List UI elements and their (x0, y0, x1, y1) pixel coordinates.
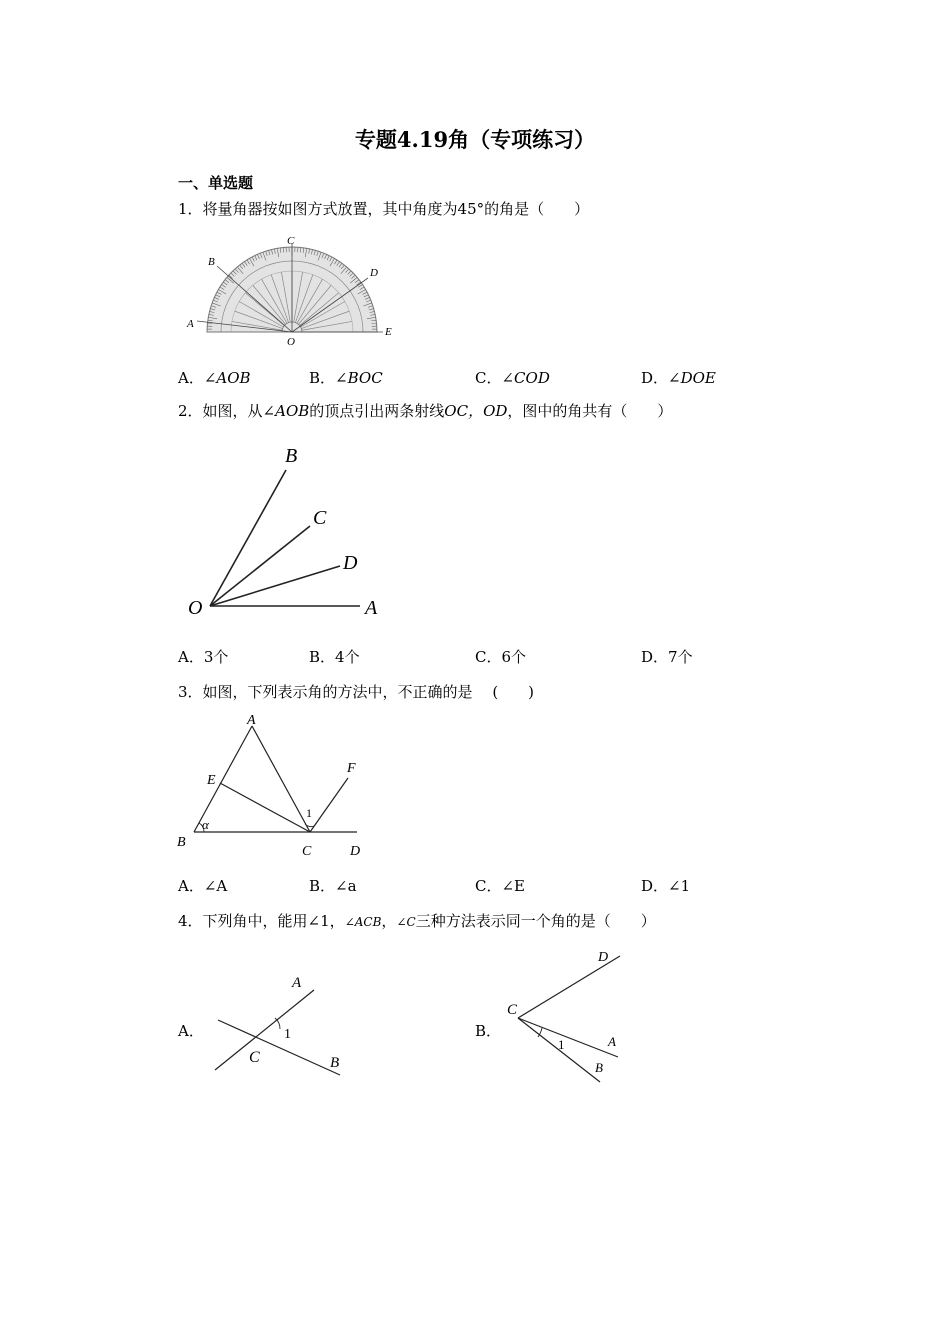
label-c: C (302, 844, 312, 859)
q3-option-d[interactable]: D．∠1 (641, 877, 691, 895)
label-a: A (608, 1034, 616, 1049)
label-c: C (507, 1002, 518, 1018)
label-a: A (292, 975, 302, 991)
q3-option-a[interactable]: A．∠A (178, 877, 228, 895)
q4-option-b[interactable]: B． (475, 1022, 502, 1040)
q4-option-a[interactable]: A． (178, 1022, 204, 1040)
label-c: C (287, 235, 295, 247)
label-d: D (350, 844, 361, 859)
q1-option-b[interactable]: B．∠BOC (309, 369, 383, 387)
q3-option-c[interactable]: C．∠E (475, 877, 526, 895)
q2-option-c[interactable]: C．6个 (475, 648, 527, 666)
q4-figure-a (200, 965, 350, 1080)
q2-option-b[interactable]: B．4个 (309, 648, 360, 666)
label-o: O (188, 597, 203, 619)
label-c: C (313, 507, 327, 529)
question-3-text: 3．如图，下列表示角的方法中，不正确的是 ( ) (178, 683, 535, 701)
q4-figure-b (500, 942, 640, 1087)
rays-figure (180, 440, 390, 625)
label-b: B (285, 445, 298, 467)
q1-option-c[interactable]: C．∠COD (475, 369, 550, 387)
label-f: F (347, 761, 356, 776)
label-e: E (207, 773, 216, 788)
label-d: D (598, 950, 609, 965)
question-4-text: 4．下列角中，能用∠1，∠ACB，∠C三种方法表示同一个角的是（ ） (178, 912, 656, 930)
question-1-text: 1．将量角器按如图方式放置，其中角度为45°的角是（ ） (178, 200, 590, 218)
q1-option-a[interactable]: A．∠AOB (178, 369, 251, 387)
label-b: B (595, 1060, 603, 1075)
label-b: B (330, 1055, 340, 1071)
label-b: B (208, 256, 215, 268)
section-heading: 一、单选题 (178, 174, 254, 192)
protractor-figure (185, 232, 400, 350)
label-a: A (247, 713, 256, 728)
label-b: B (177, 835, 186, 850)
label-d: D (370, 267, 378, 279)
q3-option-b[interactable]: B．∠a (309, 877, 357, 895)
label-alpha: α (202, 817, 209, 832)
label-e: E (385, 326, 392, 338)
label-a: A (365, 597, 378, 619)
q2-option-a[interactable]: A．3个 (178, 648, 229, 666)
label-o: O (287, 336, 295, 348)
label-d: D (343, 552, 358, 574)
q1-option-d[interactable]: D．∠DOE (641, 369, 716, 387)
q2-option-d[interactable]: D．7个 (641, 648, 693, 666)
label-c: C (249, 1049, 260, 1066)
label-a: A (187, 318, 194, 330)
question-2-text: 2．如图，从∠AOB的顶点引出两条射线OC，OD，图中的角共有（ ） (178, 402, 673, 420)
triangle-figure (172, 710, 372, 860)
page-title: 专题4.19角（专项练习） (354, 127, 596, 152)
label-one: 1 (558, 1037, 565, 1052)
label-one: 1 (306, 806, 312, 820)
label-one: 1 (284, 1027, 291, 1042)
